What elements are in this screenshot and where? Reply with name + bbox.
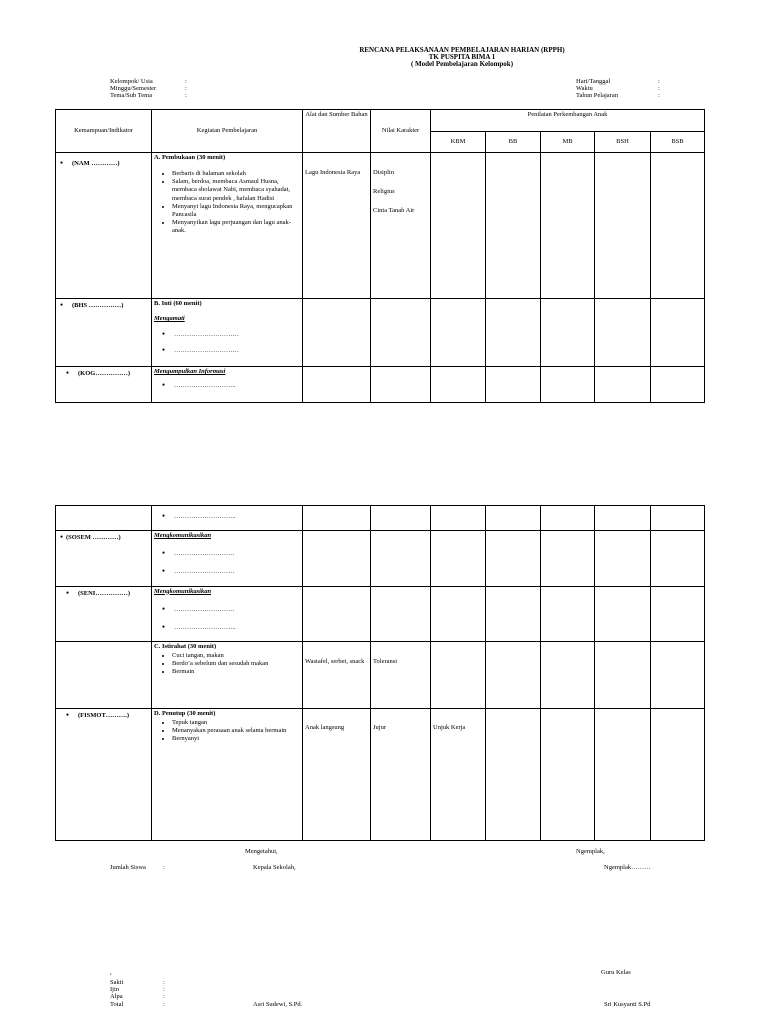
header-bsb: BSB xyxy=(651,132,705,153)
waktu-colon: : xyxy=(658,85,660,92)
list-item: ● ………………………. xyxy=(174,550,300,558)
mengkomunikasikan-label: Mengkomunikasikan xyxy=(154,532,212,540)
list-item: • Salam, berdoa, membaca Asmaul Husna, membaca sholawat Nabi, membaca syahadat, membaca surat pendek , hafalan Hadist xyxy=(172,178,300,202)
jumlah-siswa-label: Jumlah Siswa xyxy=(110,864,146,871)
list-item: • Bernyanyi xyxy=(172,735,300,743)
rpph-table-page1 xyxy=(55,109,705,403)
header-kegiatan: Kegiatan Pembelajaran xyxy=(152,110,303,153)
list-item: ● ………………………… xyxy=(174,347,300,355)
hari-label: Hari/Tanggal xyxy=(576,78,611,85)
minggu-colon: : xyxy=(185,85,187,92)
list-item: ● ……………………….. xyxy=(174,382,300,390)
row-istirahat xyxy=(56,641,705,708)
mengumpulkan-list xyxy=(154,382,300,390)
row-sosem xyxy=(56,531,705,586)
list-item: • Cuci tangan, makan xyxy=(172,652,300,660)
header-kbm: KBM xyxy=(431,132,486,153)
ijin-colon: : xyxy=(163,986,165,993)
nilai-item: Religius xyxy=(373,188,395,196)
list-item: • Berdo’a sebelum dan sesudah makan xyxy=(172,660,300,668)
list-item: • Menanyakan perasaan anak selama bermain xyxy=(172,727,300,735)
header-kemampuan: Kemampuan/Indikator xyxy=(56,110,152,153)
kelompok-colon: : xyxy=(185,78,187,85)
indicator-nam: ● (NAM …………) xyxy=(58,160,149,168)
alpa-colon: : xyxy=(163,993,165,1000)
header-penilaian: Penilaian Perkembangan Anak xyxy=(431,110,705,132)
total-label: Total xyxy=(110,1001,124,1008)
attendance-comma: , xyxy=(110,969,112,976)
mengamati-label: Mengamati xyxy=(154,315,185,323)
ngemplak-date: Ngemplak……… xyxy=(604,864,651,871)
kepala-sekolah-label: Kepala Sekolah, xyxy=(253,864,296,871)
school-name: TK PUSPITA BIMA 1 xyxy=(428,53,496,61)
indicator-seni: ● (SENI……………) xyxy=(64,590,149,598)
nilai-item: Cinta Tanah Air xyxy=(373,207,415,215)
indicator-kog: ● (KOG……………) xyxy=(64,370,149,378)
alat-istirahat: Wastafel, serbet, snack xyxy=(305,657,365,665)
indicator-fismot: ● (FISMOT……….) xyxy=(64,712,149,720)
mengkomunikasikan-label: Mengkomunikasikan xyxy=(154,587,212,595)
document-title: RENCANA PELAKSANAAN PEMBELAJARAN HARIAN (RPPH) xyxy=(359,46,565,54)
section-pembukaan-title: A. Pembukaan (30 menit) xyxy=(154,154,226,161)
row-penutup xyxy=(56,708,705,840)
mengumpulkan-label: Mengumpulkan Informasi xyxy=(154,368,226,375)
indicator-bhs: ● (BHS ……………) xyxy=(58,302,149,310)
sakit-label: Sakit xyxy=(110,979,124,986)
header-alat: Alat dan Sumber Bahan xyxy=(303,110,371,153)
section-inti-title: B. Inti (60 menit) xyxy=(154,300,202,307)
indicator-sosem: ● (SOSEM …………) xyxy=(58,534,149,542)
tahun-colon: : xyxy=(658,92,660,99)
list-item: ● ………………………. xyxy=(174,568,300,576)
minggu-label: Minggu/Semester xyxy=(110,85,157,92)
list-item: • Bermain xyxy=(172,668,300,676)
alat-penutup: Anak langsung xyxy=(305,723,345,731)
list-item: • Tepuk tangan xyxy=(172,719,300,727)
model-subtitle: ( Model Pembelajaran Kelompok) xyxy=(410,60,514,68)
guru-kelas-name: Sri Kusyanti S.Pd xyxy=(604,1001,651,1008)
kelompok-label: Kelompok/ Usia xyxy=(110,78,153,85)
list-item: ● ……………………….. xyxy=(174,624,300,632)
row-continuation xyxy=(56,506,705,531)
list-item: • Menyanyikan lagu perjuangan dan lagu anak-anak. xyxy=(172,219,300,235)
list-item: ● ……………………….. xyxy=(174,513,300,521)
header-bb: BB xyxy=(486,132,541,153)
seni-list xyxy=(154,606,300,632)
header-mb: MB xyxy=(541,132,595,153)
sosem-list xyxy=(154,550,300,576)
sakit-colon: : xyxy=(163,979,165,986)
pembukaan-activity-list xyxy=(154,170,300,235)
nilai-pembukaan xyxy=(373,169,428,215)
istirahat-list xyxy=(154,652,300,676)
ijin-label: Ijin xyxy=(110,986,120,993)
nilai-penutup: Jujur xyxy=(373,723,386,731)
tahun-label: Tahun Pelajaran xyxy=(576,92,618,99)
mengetahui-label: Mengetahui, xyxy=(245,848,278,855)
header-bsh: BSH xyxy=(595,132,651,153)
tema-label: Tema/Sub Tema xyxy=(110,92,153,99)
list-item: ● ………………………. xyxy=(174,606,300,614)
row-pembukaan xyxy=(56,153,705,299)
nilai-istirahat: Toleransi xyxy=(373,657,398,665)
penutup-list xyxy=(154,719,300,743)
ngemplak-label: Ngemplak, xyxy=(576,848,605,855)
kepala-sekolah-name: Asri Sudewi, S.Pd. xyxy=(253,1001,303,1008)
jumlah-siswa-colon: : xyxy=(163,864,165,871)
tema-colon: : xyxy=(185,92,187,99)
section-istirahat-title: C. Istirahat (30 menit) xyxy=(154,642,217,650)
list-item: • Menyanyi lagu Indonesia Raya, mengucapkan Pancasila xyxy=(172,203,300,219)
continuation-list xyxy=(154,513,300,521)
row-seni xyxy=(56,586,705,641)
list-item: • Berbaris di halaman sekolah xyxy=(172,170,300,178)
row-inti xyxy=(56,299,705,367)
header-nilai: Nilai Karakter xyxy=(371,110,431,153)
alpa-label: Alpa xyxy=(110,993,123,1000)
rpph-table-page2 xyxy=(55,505,705,841)
assessment-unjuk-kerja: Unjuk Kerja xyxy=(433,723,466,731)
guru-kelas-label: Guru Kelas xyxy=(601,969,631,976)
section-penutup-title: D. Penutup (30 menit) xyxy=(154,709,216,717)
nilai-item: Disiplin xyxy=(373,169,394,176)
row-informasi xyxy=(56,367,705,403)
hari-colon: : xyxy=(658,78,660,85)
list-item: ● ………………………… xyxy=(174,331,300,339)
waktu-label: Waktu xyxy=(576,85,593,92)
alat-pembukaan: Lagu Indonesia Raya xyxy=(305,169,361,176)
total-colon: : xyxy=(163,1001,165,1008)
mengamati-list xyxy=(154,331,300,355)
